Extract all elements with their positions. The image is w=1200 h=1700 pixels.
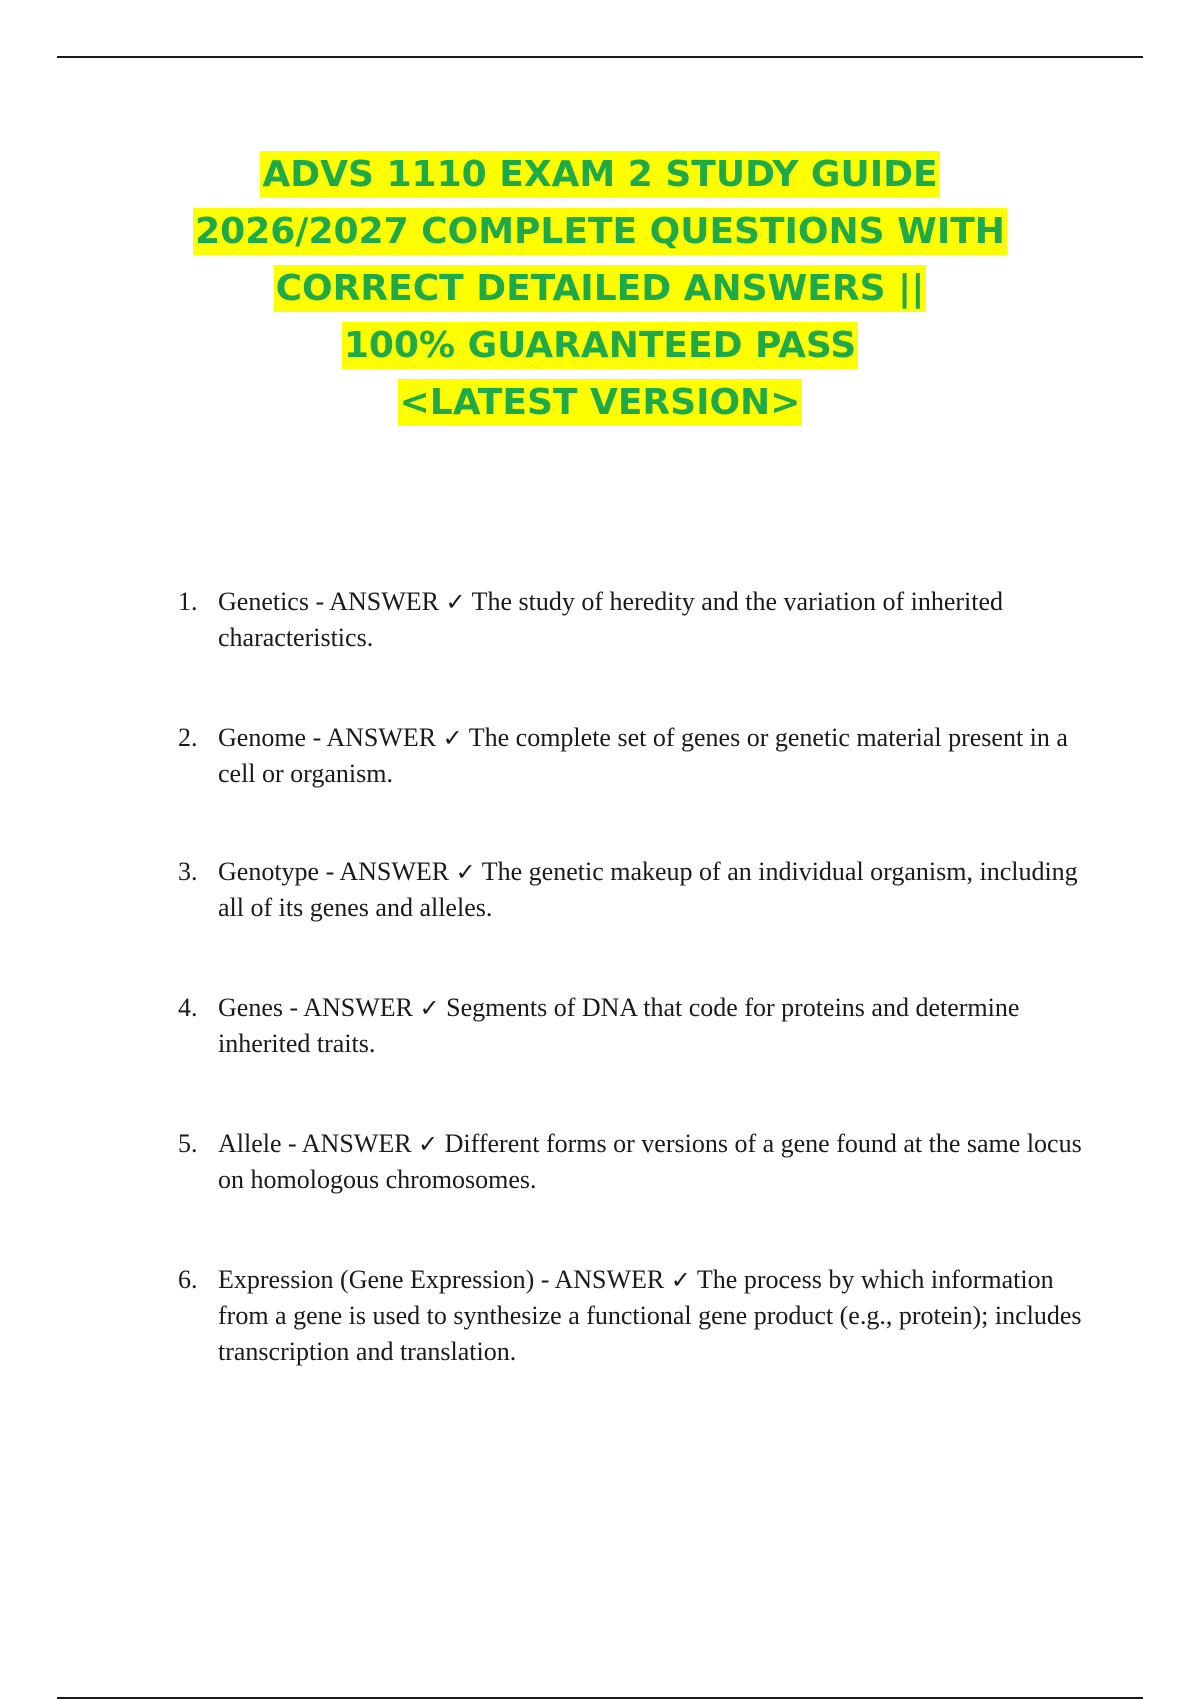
answer-marker: ANSWER [339, 857, 450, 886]
check-icon: ✓ [670, 1266, 691, 1294]
item-term: Genome [218, 723, 307, 752]
answer-marker: ANSWER [554, 1265, 665, 1294]
item-term: Genotype [218, 857, 320, 886]
qa-item-genome: 2. Genome - ANSWER ✓ The complete set of genes or genetic material present in a cell or organism. [178, 720, 1088, 792]
header-rule [57, 56, 1143, 58]
item-definition: Segments of DNA that code for proteins and determine inherited traits. [218, 993, 1020, 1058]
item-definition: Different forms or versions of a gene found at the same locus on homologous chromosomes. [218, 1129, 1082, 1194]
document-title [100, 146, 1100, 431]
item-number: 1. [178, 587, 198, 616]
item-term: Allele [218, 1129, 282, 1158]
answer-marker: ANSWER [301, 1129, 412, 1158]
answer-marker: ANSWER [329, 587, 439, 616]
item-definition: The study of heredity and the variation of inherited characteristics. [218, 587, 1004, 652]
qa-item-genotype: 3. Genotype - ANSWER ✓ The genetic makeup of an individual organism, including all of its genes and alleles. [178, 854, 1088, 926]
check-icon: ✓ [419, 994, 440, 1022]
check-icon: ✓ [445, 588, 466, 616]
check-icon: ✓ [442, 724, 463, 752]
qa-item-genetics: 1. Genetics - ANSWER ✓ The study of heredity and the variation of inherited characteristics. [178, 584, 1088, 656]
item-term: Genes [218, 993, 283, 1022]
item-definition: The genetic makeup of an individual organism, including all of its genes and alleles. [218, 857, 1078, 922]
item-definition: The process by which information from a gene is used to synthesize a functional gene product (e.g., protein); includes transcription and translation. [218, 1265, 1082, 1366]
item-number: 3. [178, 857, 198, 886]
title-line-5: <LATEST VERSION> [100, 374, 1100, 431]
item-number: 2. [178, 723, 198, 752]
check-icon: ✓ [455, 858, 476, 886]
qa-list [178, 584, 1088, 1370]
qa-item-expression: 6. Expression (Gene Expression) - ANSWER ✓ The process by which information from a gene is used to synthesize a functional gene product (e.g., protein); includes transcription and translation. [178, 1262, 1088, 1370]
item-definition: The complete set of genes or genetic material present in a cell or organism. [218, 723, 1068, 788]
item-number: 4. [178, 993, 198, 1022]
title-line-4: 100% GUARANTEED PASS [100, 317, 1100, 374]
item-term: Genetics [218, 587, 309, 616]
answer-marker: ANSWER [326, 723, 437, 752]
title-line-1: ADVS 1110 EXAM 2 STUDY GUIDE [100, 146, 1100, 203]
item-term: Expression (Gene Expression) [218, 1265, 535, 1294]
qa-item-allele: 5. Allele - ANSWER ✓ Different forms or versions of a gene found at the same locus on homologous chromosomes. [178, 1126, 1088, 1198]
title-line-2: 2026/2027 COMPLETE QUESTIONS WITH [100, 203, 1100, 260]
footer-rule [57, 1697, 1143, 1699]
item-number: 6. [178, 1265, 198, 1294]
answer-marker: ANSWER [303, 993, 413, 1022]
check-icon: ✓ [418, 1130, 439, 1158]
title-line-3: CORRECT DETAILED ANSWERS || [100, 260, 1100, 317]
item-number: 5. [178, 1129, 198, 1158]
qa-item-genes: 4. Genes - ANSWER ✓ Segments of DNA that code for proteins and determine inherited traits. [178, 990, 1088, 1062]
